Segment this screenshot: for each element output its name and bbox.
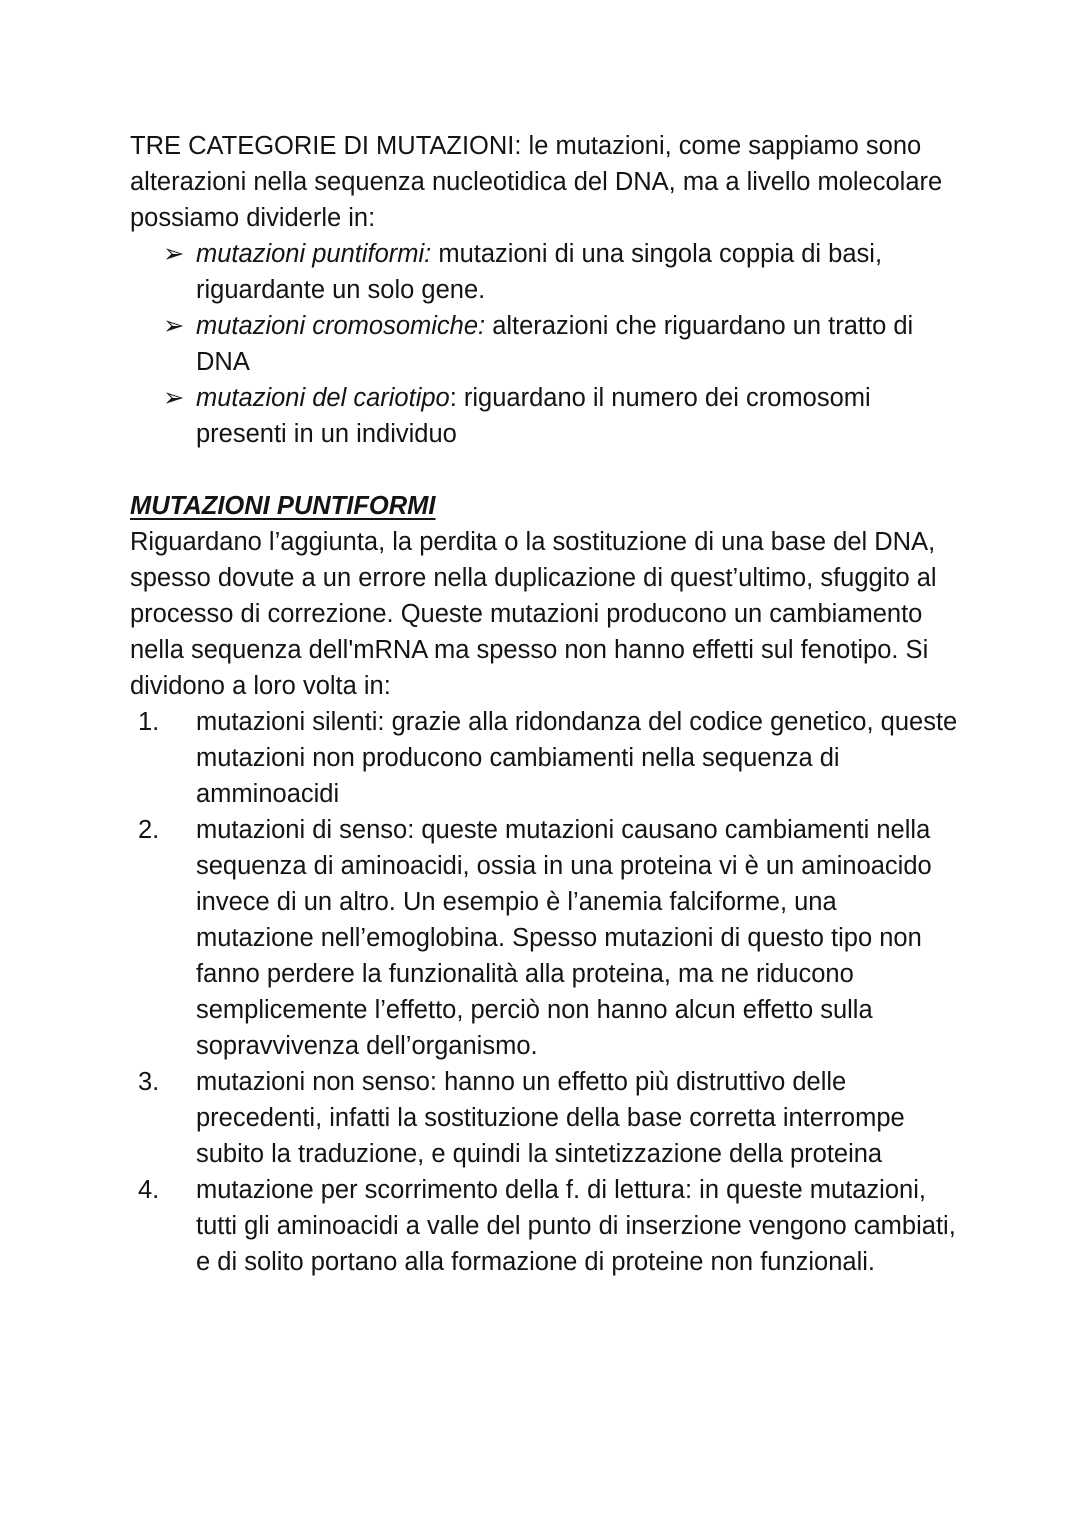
list-number: 2.	[138, 816, 160, 844]
list-item-text: mutazioni non senso: hanno un effetto più distruttivo delle precedenti, infatti la sostituzione della base corretta interrompe subito la traduzione, e quindi la sintetizzazione della proteina	[196, 1068, 905, 1168]
section-intro-paragraph: Riguardano l’aggiunta, la perdita o la sostituzione di una base del DNA, spesso dovute a un errore nella duplicazione di quest’ultimo, sfuggito al processo di correzione. Queste mutazioni producono un cambiamento nella sequenza dell'mRNA ma spesso non hanno effetti sul fenotipo. Si dividono a loro volta in:	[130, 528, 937, 700]
list-item	[130, 704, 960, 812]
document-page	[130, 128, 960, 1280]
category-term: mutazioni puntiformi:	[196, 240, 432, 268]
list-item	[130, 1064, 960, 1172]
list-item	[130, 380, 960, 452]
list-item	[130, 236, 960, 308]
arrow-bullet-icon: ➢	[163, 312, 185, 340]
list-item-text: mutazione per scorrimento della f. di lettura: in queste mutazioni, tutti gli aminoacidi a valle del punto di inserzione vengono cambiati, e di solito portano alla formazione di proteine non funzionali.	[196, 1176, 956, 1276]
category-text: : riguardano il numero dei cromosomi presenti in un individuo	[196, 384, 871, 448]
arrow-bullet-icon: ➢	[163, 240, 185, 268]
section-title: MUTAZIONI PUNTIFORMI	[130, 492, 436, 520]
list-number: 4.	[138, 1176, 160, 1204]
list-number: 3.	[138, 1068, 160, 1096]
list-item	[130, 812, 960, 1064]
mutation-categories-list	[130, 236, 960, 452]
list-item-text: mutazioni di senso: queste mutazioni causano cambiamenti nella sequenza di aminoacidi, ossia in una proteina vi è un aminoacido invece di un altro. Un esempio è l’anemia falciforme, una mutazione nell’emoglobina. Spesso mutazioni di questo tipo non fanno perdere la funzionalità alla proteina, ma ne riducono semplicemente l’effetto, perciò non hanno alcun effetto sulla sopravvivenza dell’organismo.	[196, 816, 932, 1060]
category-term: mutazioni del cariotipo	[196, 384, 450, 412]
mutation-types-list	[130, 704, 960, 1280]
list-item	[130, 308, 960, 380]
list-number: 1.	[138, 708, 160, 736]
list-item-text: mutazioni silenti: grazie alla ridondanza del codice genetico, queste mutazioni non producono cambiamenti nella sequenza di amminoacidi	[196, 708, 958, 808]
arrow-bullet-icon: ➢	[163, 384, 185, 412]
category-term: mutazioni cromosomiche:	[196, 312, 486, 340]
category-text: alterazioni che riguardano un tratto di DNA	[196, 312, 914, 376]
category-text: mutazioni di una singola coppia di basi, riguardante un solo gene.	[196, 240, 883, 304]
intro-paragraph: TRE CATEGORIE DI MUTAZIONI: le mutazioni, come sappiamo sono alterazioni nella sequenza nucleotidica del DNA, ma a livello molecolare possiamo dividerle in:	[130, 132, 943, 232]
list-item	[130, 1172, 960, 1280]
